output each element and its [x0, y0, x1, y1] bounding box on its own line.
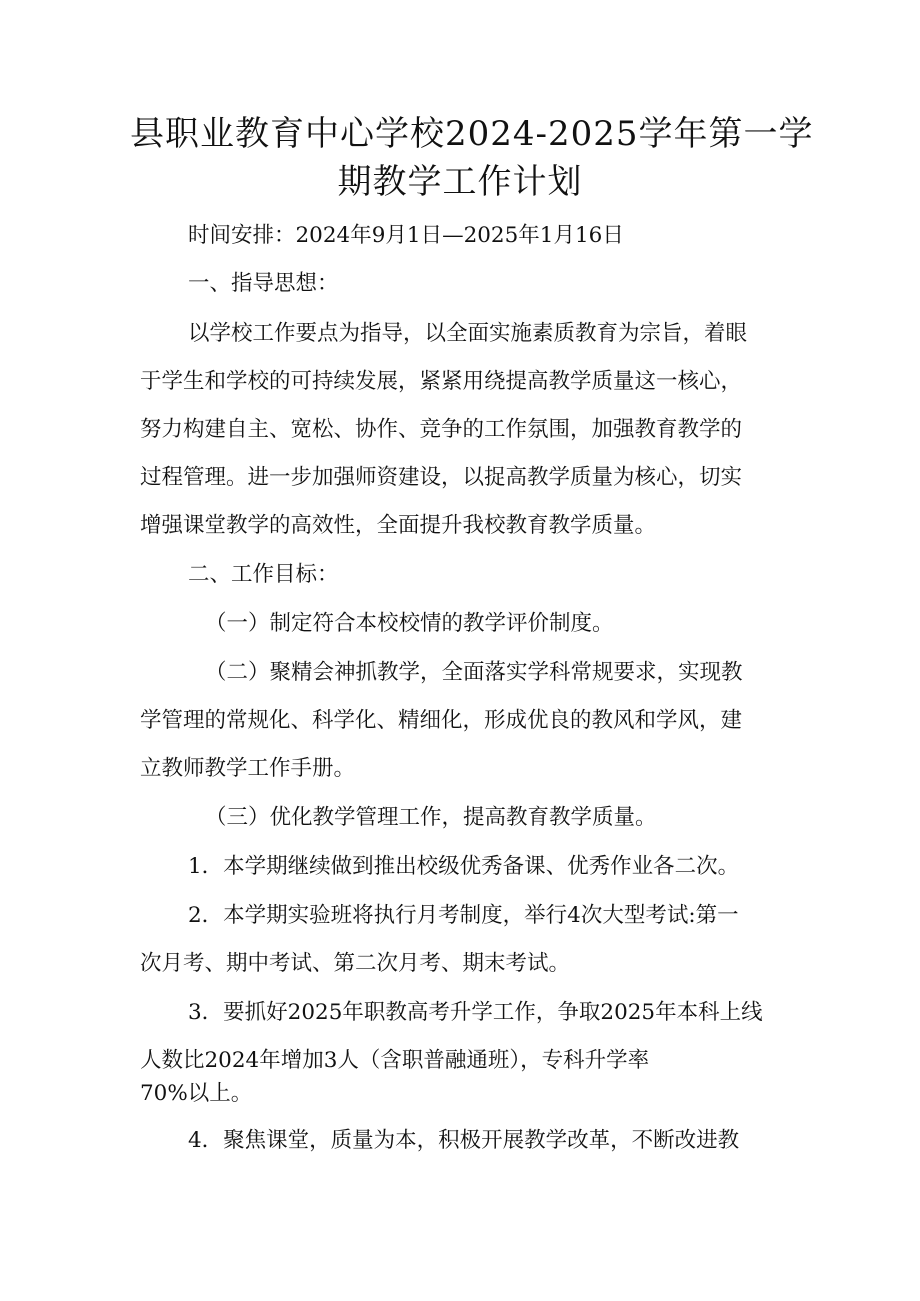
- section-1-paragraph-line: 于学生和学校的可持续发展，紧紧用绕提高教学质量这一核心，: [140, 369, 743, 394]
- document-title-line-2: 期教学工作计划: [337, 162, 583, 202]
- goal-2-line: 学管理的常规化、科学化、精细化，形成优良的教风和学风，建: [140, 708, 743, 733]
- section-1-paragraph-line: 增强课堂教学的高效性，全面提升我校教育教学质量。: [140, 513, 657, 538]
- section-1-paragraph-line: 以学校工作要点为指导，以全面实施素质教育为宗旨，着眼: [188, 321, 748, 346]
- section-2-heading: 二、工作目标：: [188, 562, 339, 587]
- section-1-heading: 一、指导思想：: [188, 271, 339, 296]
- item-3-line: 人数比2024年增加3人（含职普融通班），专科升学率: [140, 1048, 650, 1073]
- goal-2-line: （二）聚精会神抓教学，全面落实学科常规要求，实现教: [205, 660, 743, 685]
- item-3-line: 3．要抓好2025年职教高考升学工作，争取2025年本科上线: [188, 1000, 763, 1025]
- section-1-paragraph-line: 努力构建自主、宽松、协作、竞争的工作氛围，加强教育教学的: [140, 417, 743, 442]
- item-2-line: 2．本学期实验班将执行月考制度，举行4次大型考试:第一: [188, 903, 739, 928]
- goal-3-line: （三）优化教学管理工作，提高教育教学质量。: [205, 805, 657, 830]
- document-title-line-1: 县职业教育中心学校2024-2025学年第一学: [130, 114, 814, 154]
- section-1-paragraph-line: 过程管理。进一步加强师资建设，以捉高教学质量为核心，切实: [140, 465, 743, 490]
- goal-1-line: （一）制定符合本校校情的教学评价制度。: [205, 611, 614, 636]
- item-3-line: 70%以上。: [140, 1081, 253, 1106]
- item-1-line: 1．本学期继续做到推出校级优秀备课、优秀作业各二次。: [188, 854, 740, 879]
- item-2-line: 次月考、期中考试、第二次月考、期末考试。: [140, 951, 571, 976]
- schedule-line: 时间安排：2024年9月1日—2025年1月16日: [188, 223, 624, 248]
- item-4-line: 4．聚焦课堂，质量为本，积极开展教学改革，不断改进教: [188, 1128, 740, 1153]
- goal-2-line: 立教师教学工作手册。: [140, 756, 356, 781]
